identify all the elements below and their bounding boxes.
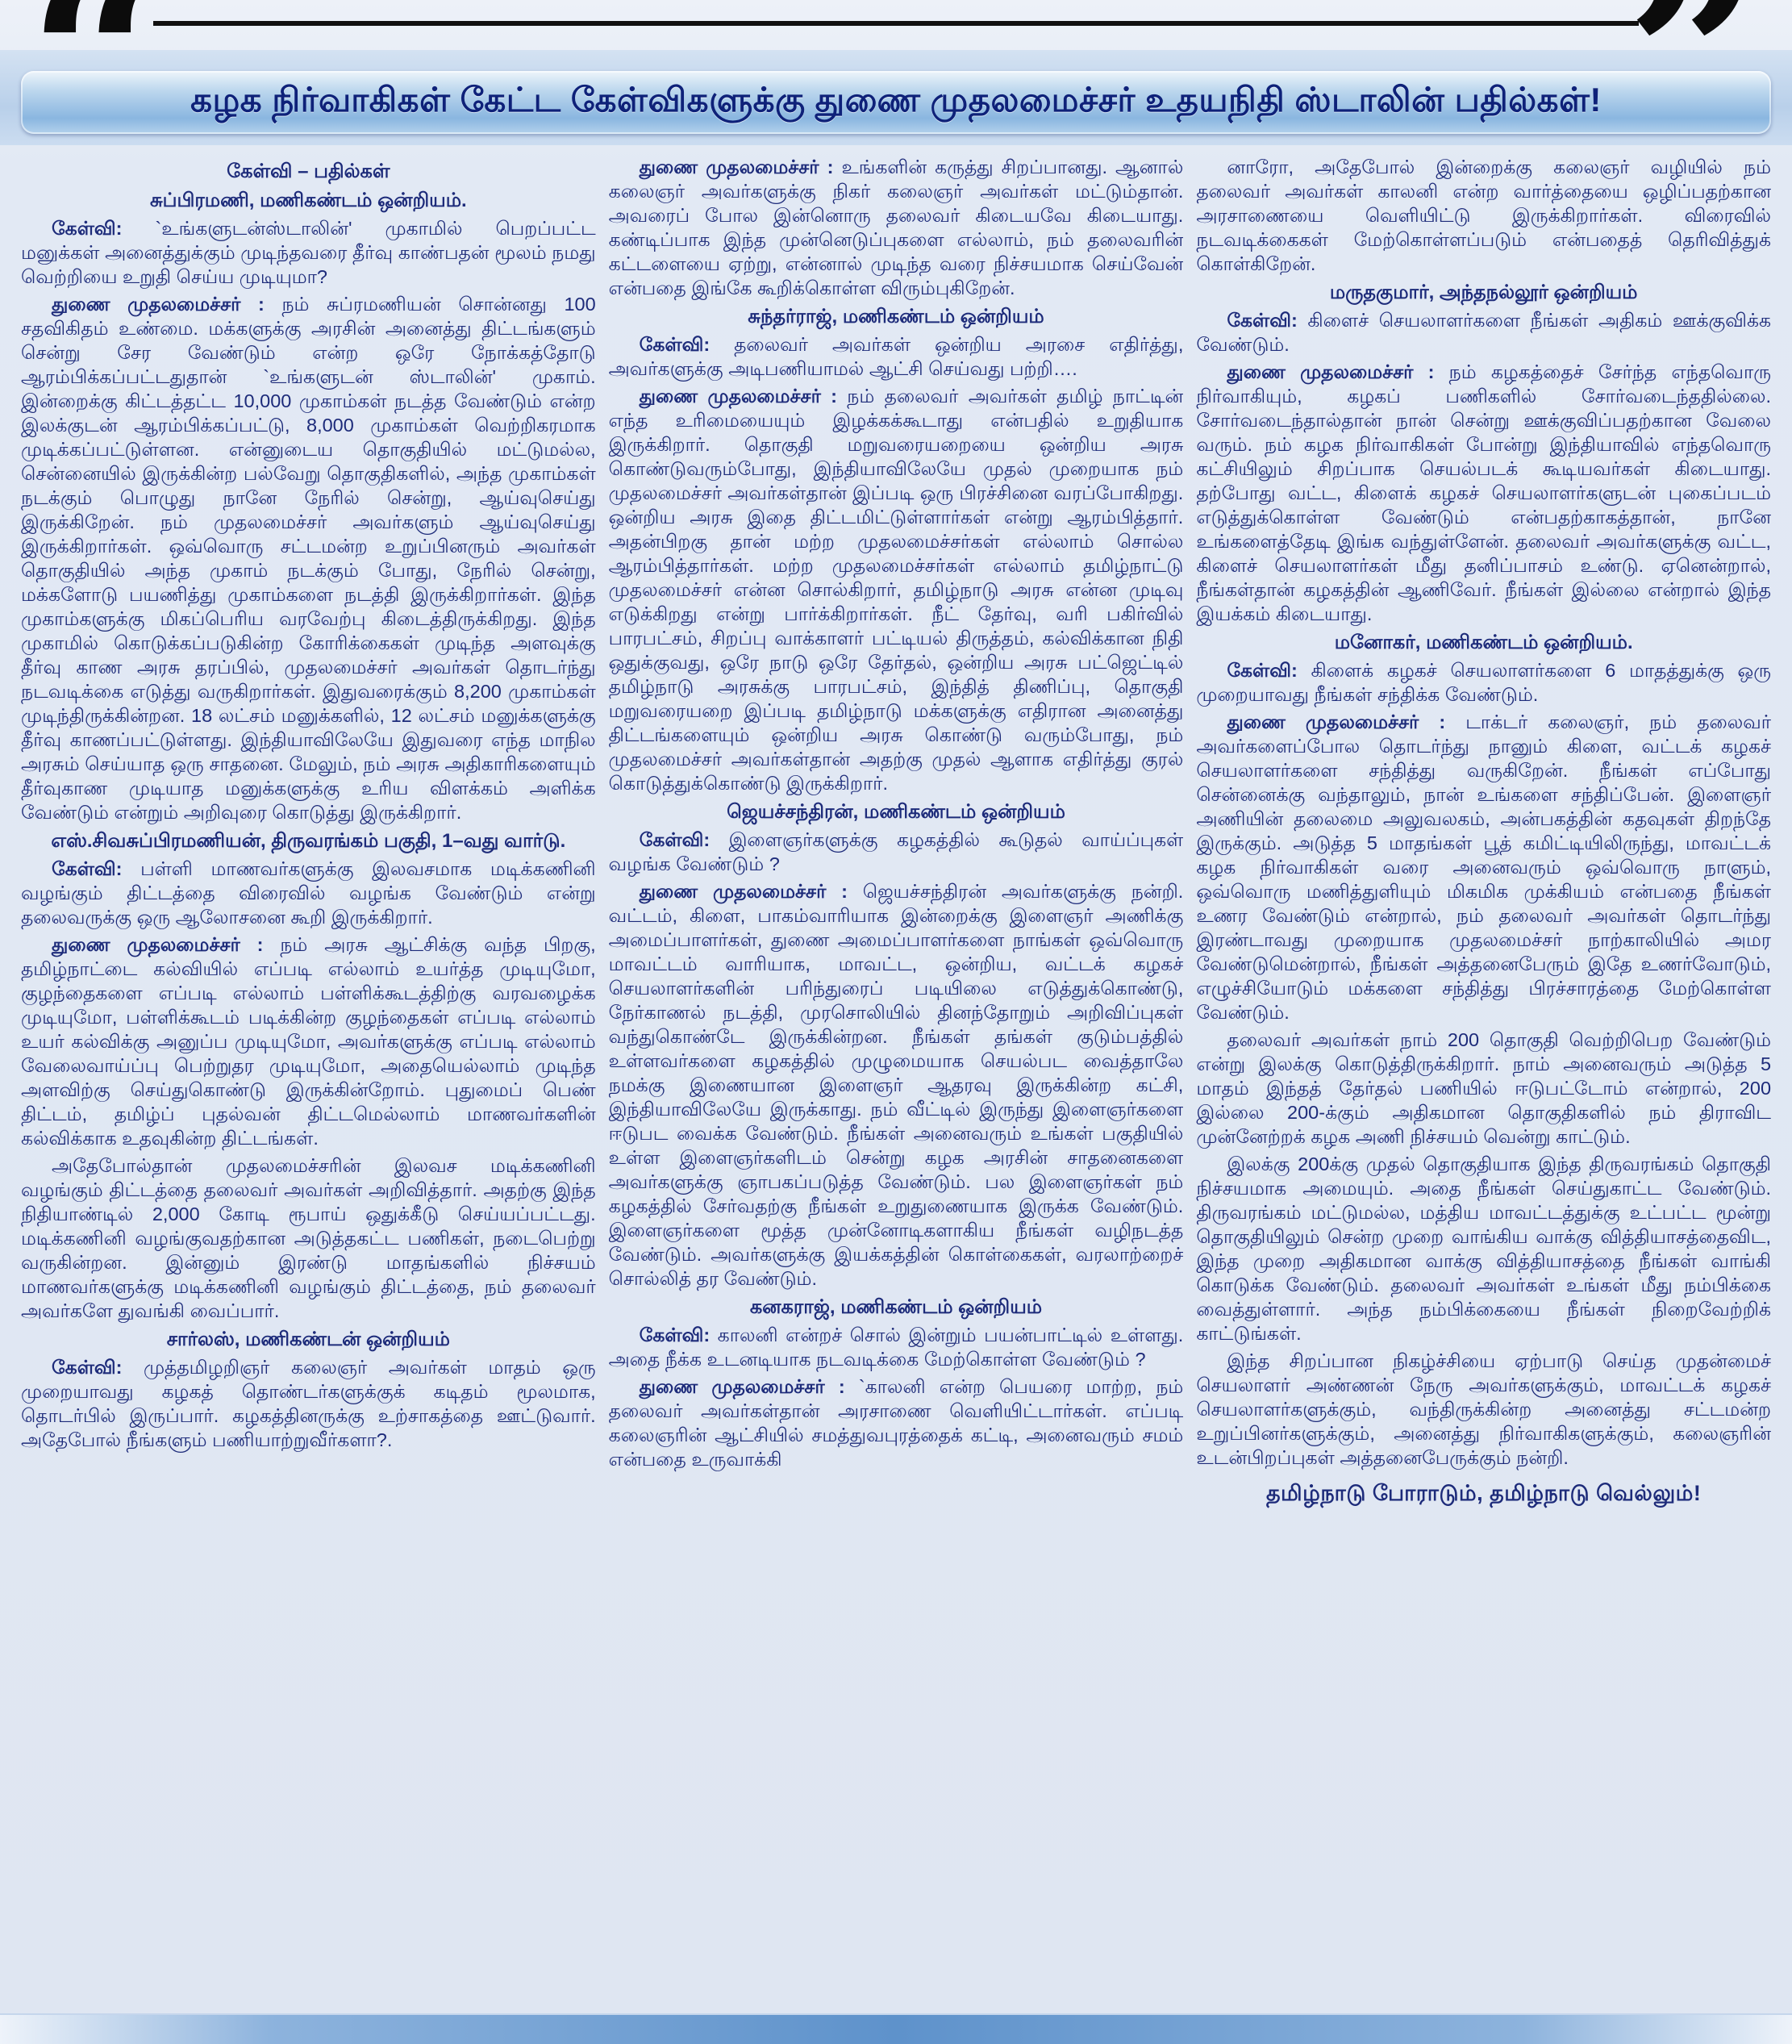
qa-section: [21, 1328, 596, 1452]
qa-section: [21, 160, 596, 824]
paragraph: கேள்வி: இளைஞர்களுக்கு கழகத்தில் கூடுதல் வாய்ப்புகள் வழங்க வேண்டும் ?: [608, 829, 1184, 874]
paragraph-lead: கேள்வி:: [52, 858, 141, 879]
paragraph-lead: கேள்வி:: [52, 1357, 144, 1378]
paragraph: தலைவர் அவர்கள் நாம் 200 தொகுதி வெற்றிபெற வேண்டும் என்று இலக்கு கொடுத்திருக்கிறார். நாம் அனைவரும் அடுத்த 5 மாதம் இந்தத் தேர்தல் பணியில் ஈடுபட்டோம் என்றால், 200 இல்லை 200-க்கும் அதிகமான தொகுதிகளில் நம் திராவிட முன்னேற்றக் கழக அணி நிச்சயம் வென்று காட்டும்.: [1196, 1029, 1771, 1147]
paragraph: துணை முதலமைச்சர் : உங்களின் கருத்து சிறப்பானது. ஆனால் கலைஞர் அவர்களுக்கு நிகர் கலைஞர் அவர்கள் மட்டும்தான். அவரைப் போல இன்னொரு தலைவர் கிடையவே கிடையாது. கண்டிப்பாக இந்த முன்னெடுப்புகளை எல்லாம், நம் தலைவரின் கட்டளையை ஏற்று, என்னால் முடிந்த வரை நிச்சயமாக செய்வேன் என்பதை இங்கே கூறிக்கொள்ள விரும்புகிறேன்.: [608, 156, 1184, 298]
paragraph-lead: கேள்வி:: [639, 829, 729, 850]
paragraph: கேள்வி: `உங்களுடன்ஸ்டாலின்' முகாமில் பெறப்பட்ட மனுக்கள் அனைத்துக்கும் முடிந்தவரை தீர்வு காண்பதன் மூலம் நமது வெற்றியை உறுதி செய்ய முடியுமா?: [21, 218, 596, 287]
paragraph-lead: துணை முதலமைச்சர் :: [52, 934, 281, 955]
closing-slogan: தமிழ்நாடு போராடும், தமிழ்நாடு வெல்லும்!: [1265, 1481, 1702, 1505]
paragraph: னாரோ, அதேபோல் இன்றைக்கு கலைஞர் வழியில் நம் தலைவர் அவர்கள் காலனி என்ற வார்த்தையை ஒழிப்பதற்கான அரசாணையை வெளியிட்டு இருக்கிறார்கள். விரைவில் நடவடிக்கைகள் மேற்கொள்ளப்படும் என்பதைத் தெரிவித்துக் கொள்கிறேன்.: [1196, 156, 1771, 274]
section-heading: கனகராஜ், மணிகண்டம் ஒன்றியம்: [749, 1296, 1043, 1318]
paragraph: கேள்வி: பள்ளி மாணவர்களுக்கு இலவசமாக மடிக்கணினி வழங்கும் திட்டத்தை விரைவில் வழங்க வேண்டும் என்று தலைவருக்கு ஒரு ஆலோசனை கூறி இருக்கிறார்.: [21, 858, 596, 928]
paragraph-lead: கேள்வி:: [1227, 310, 1308, 331]
qa-section: [21, 829, 596, 1323]
paragraph: கேள்வி: முத்தமிழறிஞர் கலைஞர் அவர்கள் மாதம் ஒரு முறையாவது கழகத் தொண்டர்களுக்குக் கடிதம் மூலமாக, தொடர்பில் இருப்பார். கழகத்தினருக்கு உற்சாகத்தை ஊட்டுவார். அதேபோல் நீங்களும் பணியாற்றுவீர்களா?.: [21, 1357, 596, 1450]
section-heading: எஸ்.சிவசுப்பிரமணியன், திருவரங்கம் பகுதி, 1–வது வார்டு.: [51, 830, 566, 852]
qa-section: [1196, 1481, 1771, 1505]
paragraph-lead: துணை முதலமைச்சர் :: [1227, 711, 1466, 732]
section-heading: மனோகர், மணிகண்டம் ஒன்றியம்.: [1334, 632, 1633, 653]
paragraph: துணை முதலமைச்சர் : `காலனி என்ற பெயரை மாற்ற, நம் தலைவர் அவர்கள்தான் அரசாணை வெளியிட்டார்கள். எப்படி கலைஞரின் ஆட்சியில் சமத்துவபுரத்தைக் கட்டி, அனைவரும் சமம் என்பதை உருவாக்கி: [608, 1376, 1184, 1470]
paragraph: துணை முதலமைச்சர் : நம் தலைவர் அவர்கள் தமிழ் நாட்டின் எந்த உரிமையையும் இழக்கக்கூடாது என்பதில் உறுதியாக இருக்கிறார். தொகுதி மறுவரையறையை ஒன்றிய அரசு கொண்டுவரும்போது, இந்தியாவிலேயே முதல் முறையாக நம் முதலமைச்சர் அவர்கள்தான் இப்படி ஒரு பிரச்சினை வரப்போகிறது. ஒன்றிய அரசு இதை திட்டமிட்டுள்ளார்கள் என்று ஆரம்பித்தார். அதன்பிறகு தான் மற்ற முதலமைச்சர்கள் எல்லாம் சொல்ல ஆரம்பித்தார்கள். மற்ற முதலமைச்சர்கள் எல்லாம் தமிழ்நாட்டு முதலமைச்சர் என்ன சொல்கிறார், தமிழ்நாடு அரசு என்ன முடிவு எடுக்கிறது என்று பார்க்கிறார்கள். நீட் தேர்வு, வரி பகிர்வில் பாரபட்சம், சிறப்பு வாக்காளர் பட்டியல் திருத்தம், கல்விக்கான நிதி ஒதுக்குவது, ஒரே நாடு ஒரே தேர்தல், ஒன்றிய அரசு பட்ஜெட்டில் தமிழ்நாடு அரசுக்கு பாரபட்சம், இந்தித் திணிப்பு, தொகுதி மறுவரையறை இப்படி தமிழ்நாடு மக்களுக்கு எதிரான அனைத்து திட்டங்களையும் ஒன்றிய அரசு கொண்டு வரும்போது, நம் முதலமைச்சர் அவர்கள்தான் அதற்கு முதல் ஆளாக எதிர்த்து குரல் கொடுத்துக்கொண்டு இருக்கிறார்.: [608, 386, 1184, 794]
qa-section: [609, 305, 1184, 795]
qa-section: [609, 800, 1184, 1291]
paragraph: கேள்வி: தலைவர் அவர்கள் ஒன்றிய அரசை எதிர்த்து, அவர்களுக்கு அடிபணியாமல் ஆட்சி செய்வது பற்றி….: [608, 334, 1184, 379]
qa-section: [1196, 281, 1771, 626]
paragraph-lead: துணை முதலமைச்சர் :: [639, 881, 863, 902]
paragraph-lead: கேள்வி:: [639, 1324, 718, 1345]
paragraph: துணை முதலமைச்சர் : ஜெயச்சந்திரன் அவர்களுக்கு நன்றி. வட்டம், கிளை, பாகம்வாரியாக இன்றைக்கு இளைஞர் அணிக்கு அமைப்பாளர்கள், துணை அமைப்பாளர்களை நாங்கள் ஒவ்வொரு மாவட்டம் வாரியாக, மாவட்ட, ஒன்றிய, வட்டக் கழகச் செயலாளர்களின் பரிந்துரைப் படியிலை எடுத்துக்கொண்டு, நேர்காணல் நடத்தி, முரசொலியில் தினந்தோறும் அறிவிப்புகள் வந்துகொண்டே இருக்கின்றன. நீங்கள் தங்கள் குடும்பத்தில் உள்ளவர்களை கழகத்தில் முழுமையாக செயல்பட வைத்தாலே நமக்கு இணையான இளைஞர் ஆதரவு இருக்கின்ற கட்சி, இந்தியாவிலேயே இருக்காது. நம் வீட்டில் இருந்து இளைஞர்களை ஈடுபட வைக்க வேண்டும். நீங்கள் அனைவரும் உங்கள் பகுதியில் உள்ள இளைஞர்களிடம் சென்று கழக அரசின் சாதனைகளை அவர்களுக்கு ஞாபகப்படுத்த வேண்டும். பல இளைஞர்கள் நம் கழகத்தில் சேர்வதற்கு நீங்கள் உறுதுணையாக இருக்க வேண்டும். இளைஞர்களை மூத்த முன்னோடிகளாகிய நீங்கள் வழிநடத்த வேண்டும். அவர்களுக்கு இயக்கத்தின் கொள்கைகள், வரலாற்றைச் சொல்லித் தர வேண்டும்.: [608, 881, 1184, 1289]
paragraph-lead: துணை முதலமைச்சர் :: [639, 386, 848, 407]
footer-bar: [0, 2013, 1792, 2044]
article-columns: [21, 155, 1771, 1999]
paragraph: துணை முதலமைச்சர் : நம் சுப்ரமணியன் சொன்னது 100 சதவிகிதம் உண்மை. மக்களுக்கு அரசின் அனைத்து திட்டங்களும் சென்று சேர வேண்டும் என்ற ஒரே நோக்கத்தோடு ஆரம்பிக்கப்பட்டதுதான் `உங்களுடன் ஸ்டாலின்' முகாம். இன்றைக்கு கிட்டத்தட்ட 10,000 முகாம்கள் நடத்த வேண்டும் என்ற இலக்குடன் ஆரம்பிக்கப்பட்டு, 8,000 முகாம்கள் வெற்றிகரமாக முடிக்கப்பட்டுள்ளன. என்னுடைய தொகுதியில் மட்டுமல்ல, சென்னையில் இருக்கின்ற பல்வேறு தொகுதிகளில், அந்த முகாம்கள் நடக்கும் பொழுது நானே நேரில் சென்று, ஆய்வுசெய்து இருக்கிறேன். நம் முதலமைச்சர் அவர்களும் ஆய்வுசெய்து இருக்கிறார்கள். ஒவ்வொரு சட்டமன்ற உறுப்பினரும் அவர்கள் தொகுதியில் அந்த முகாம் நடக்கும் போது, நேரில் சென்று, மக்களோடு பயணித்து முகாம்களை நடத்தி இருக்கிறார்கள். இந்த முகாம்களுக்கு மிகப்பெரிய வரவேற்பு கிடைத்திருக்கிறது. இந்த முகாமில் கொடுக்கப்படுகின்ற கோரிக்கைகள் முடிந்த அளவுக்கு தீர்வு காண அரசு தரப்பில், முதலமைச்சர் அவர்கள் தொடர்ந்து நடவடிக்கை எடுத்து வருகிறார்கள். இதுவரைக்கும் 8,200 முகாம்கள் முடிந்திருக்கின்றன. 18 லட்சம் மனுக்களில், 12 லட்சம் மனுக்களுக்கு தீர்வு காணப்பட்டுள்ளது. இந்தியாவிலேயே இதுவரை எந்த மாநில அரசும் செய்யாத ஒரு சாதனை. மேலும், நம் அரசு அதிகாரிகளையும் தீர்வுகாண முடியாத மனுக்களுக்கு உரிய விளக்கம் அளிக்க வேண்டும் என்றும் அறிவுரை கொடுத்து இருக்கிறார்.: [21, 294, 596, 823]
qa-section: [609, 155, 1184, 300]
paragraph: இந்த சிறப்பான நிகழ்ச்சியை ஏற்பாடு செய்த முதன்மைச் செயலாளர் அண்ணன் நேரு அவர்களுக்கும், மாவட்டக் கழகச் செயலாளர்களுக்கும், வந்திருக்கின்ற அனைத்து சட்டமன்ற உறுப்பினர்களுக்கும், அனைத்து நிர்வாகிகளுக்கும், கலைஞரின் உடன்பிறப்புகள் அத்தனைபேருக்கும் நன்றி.: [1196, 1350, 1771, 1468]
paragraph-lead: துணை முதலமைச்சர் :: [639, 1376, 859, 1397]
paragraph: கேள்வி: காலனி என்றச் சொல் இன்றும் பயன்பாட்டில் உள்ளது. அதை நீக்க உடனடியாக நடவடிக்கை மேற்கொள்ள வேண்டும் ?: [608, 1324, 1184, 1370]
column-2: [609, 155, 1184, 1999]
paragraph: துணை முதலமைச்சர் : டாக்டர் கலைஞர், நம் தலைவர் அவர்களைப்போல தொடர்ந்து நானும் கிளை, வட்டக் கழகச் செயலாளர்களை சந்தித்து வருகிறேன். நீங்கள் எப்போது சென்னைக்கு வந்தாலும், நான் உங்களை சந்திப்பேன். இளைஞர் அணியின் தலைமை அலுவலகம், அன்பகத்தின் கதவுகள் திறந்தே இருக்கும். அடுத்த 5 மாதங்கள் பூத் கமிட்டியிலிருந்து, மாவட்டக் கழக நிர்வாகிகள் வரை அனைவரும் ஒவ்வொரு நாளும், ஒவ்வொரு மணித்துளியும் மிகமிக முக்கியம் என்பதை நீங்கள் உணர வேண்டும் என்றால், நம் தலைவர் அவர்கள் தொடர்ந்து இரண்டாவது முறையாக முதலமைச்சர் நாற்காலியில் அமர வேண்டுமென்றால், நீங்கள் அத்தனைபேரும் இதே உணர்வோடும், எழுச்சியோடும் மக்களை சந்தித்து பிரச்சாரத்தை மேற்கொள்ள வேண்டும்.: [1196, 711, 1771, 1023]
section-heading: சார்லஸ், மணிகண்டன் ஒன்றியம்: [166, 1329, 450, 1350]
qa-section: [609, 1295, 1184, 1471]
article-title: கழக நிர்வாகிகள் கேட்ட கேள்விகளுக்கு துணை முதலமைச்சர் உதயநிதி ஸ்டாலின் பதில்கள்!: [190, 81, 1602, 119]
paragraph: இலக்கு 200க்கு முதல் தொகுதியாக இந்த திருவரங்கம் தொகுதி நிச்சயமாக அமையும். அதை நீங்கள் செய்துகாட்ட வேண்டும். திருவரங்கம் மட்டுமல்ல, மத்திய மாவட்டத்துக்கு உட்பட்ட மூன்று தொகுதியிலும் சென்ற முறை வாங்கிய வாக்கு வித்தியாசத்தைவிட, இந்த முறை அதிகமான வாக்கு வித்தியாசத்தை நீங்கள் வாங்கி கொடுக்க வேண்டும். தலைவர் அவர்கள் உங்கள் மீது நம்பிக்கை வைத்துள்ளார். அந்த நம்பிக்கையை நீங்கள் நிறைவேற்றிக் காட்டுங்கள்.: [1196, 1153, 1771, 1344]
title-banner: [21, 71, 1771, 134]
qa-section: [1196, 155, 1771, 276]
column-1: [21, 155, 596, 1999]
paragraph: துணை முதலமைச்சர் : நம் கழகத்தைச் சேர்ந்த எந்தவொரு நிர்வாகியும், கழகப் பணிகளில் சோர்வடைந்ததில்லை. சோர்வடைந்தால்தான் நான் சென்று ஊக்குவிப்பதற்கான வேலை வரும். நம் கழக நிர்வாகிகள் போன்று இந்தியாவில் எந்தவொரு கட்சியிலும் சிறப்பாக செயல்படக் கூடியவர்கள் கிடையாது. தற்போது வட்ட, கிளைக் கழகச் செயலாளர்களுடன் புகைப்படம் எடுத்துக்கொள்ள வேண்டும் என்பதற்காகத்தான், நானே உங்களைத்தேடி இங்க வந்துள்ளேன். தலைவர் அவர்களுக்கு வட்ட, கிளைச் செயலாளர்கள் மீது தனிப்பாசம் உண்டு. ஏனென்றால், நீங்கள்தான் கழகத்தின் ஆணிவேர். நீங்கள் இல்லை என்றால் இந்த இயக்கம் கிடையாது.: [1196, 361, 1771, 624]
paragraph: துணை முதலமைச்சர் : நம் அரசு ஆட்சிக்கு வந்த பிறகு, தமிழ்நாட்டை கல்வியில் எப்படி எல்லாம் உயர்த்த முடியுமோ, குழந்தைகளை எப்படி எல்லாம் பள்ளிக்கூடத்திற்கு வரவழைக்க முடியுமோ, பள்ளிக்கூடம் படிக்கின்ற குழந்தைகள் எப்படி எல்லாம் உயர் கல்விக்கு அனுப்ப முடியுமோ, அவர்களுக்கு எப்படி எல்லாம் வேலைவாய்ப்பு பெற்றுதர முடியுமோ, அதையெல்லாம் முடிந்த அளவிற்கு செய்துகொண்டு இருக்கின்றோம். புதுமைப் பெண் திட்டம், தமிழ்ப் புதல்வன் திட்டமெல்லாம் மாணவர்களின் கல்விக்காக உதவுகின்ற திட்டங்கள்.: [21, 934, 596, 1149]
paragraph: அதேபோல்தான் முதலமைச்சரின் இலவச மடிக்கணினி வழங்கும் திட்டத்தை தலைவர் அவர்கள் அறிவித்தார். அதற்கு இந்த நிதியாண்டில் 2,000 கோடி ரூபாய் ஒதுக்கீடு செய்யப்பட்டது. மடிக்கணினி வழங்குவதற்கான அடுத்தகட்ட பணிகள், நடைபெற்று வருகின்றன. இன்னும் இரண்டு மாதங்களில் நிச்சயம் மாணவர்களுக்கு மடிக்கணினி வழங்கும் திட்டத்தை, நம் தலைவர் அவர்களே துவங்கி வைப்பார்.: [21, 1155, 596, 1321]
paragraph-lead: துணை முதலமைச்சர் :: [52, 294, 282, 315]
column-3: [1196, 155, 1771, 1999]
paragraph-lead: கேள்வி:: [52, 218, 156, 239]
paragraph-lead: துணை முதலமைச்சர் :: [639, 156, 842, 177]
top-divider-rule: [153, 21, 1639, 26]
paragraph: கேள்வி: கிளைச் செயலாளர்களை நீங்கள் அதிகம் ஊக்குவிக்க வேண்டும்.: [1196, 310, 1771, 355]
section-heading: கேள்வி – பதில்கள்: [227, 161, 390, 182]
paragraph-lead: துணை முதலமைச்சர் :: [1227, 361, 1449, 382]
qa-section: [1196, 631, 1771, 1470]
section-heading: சுந்தர்ராஜ், மணிகண்டம் ஒன்றியம்: [748, 306, 1044, 327]
paragraph-lead: கேள்வி:: [639, 334, 735, 355]
section-heading: மருதகுமார், அந்தநல்லூர் ஒன்றியம்: [1329, 282, 1638, 303]
section-heading: ஜெயச்சந்திரன், மணிகண்டம் ஒன்றியம்: [727, 801, 1065, 823]
paragraph: கேள்வி: கிளைக் கழகச் செயலாளர்களை 6 மாதத்துக்கு ஒரு முறையாவது நீங்கள் சந்திக்க வேண்டும்.: [1196, 660, 1771, 705]
paragraph-lead: கேள்வி:: [1227, 660, 1311, 681]
section-heading: சுப்பிரமணி, மணிகண்டம் ஒன்றியம்.: [149, 190, 467, 211]
